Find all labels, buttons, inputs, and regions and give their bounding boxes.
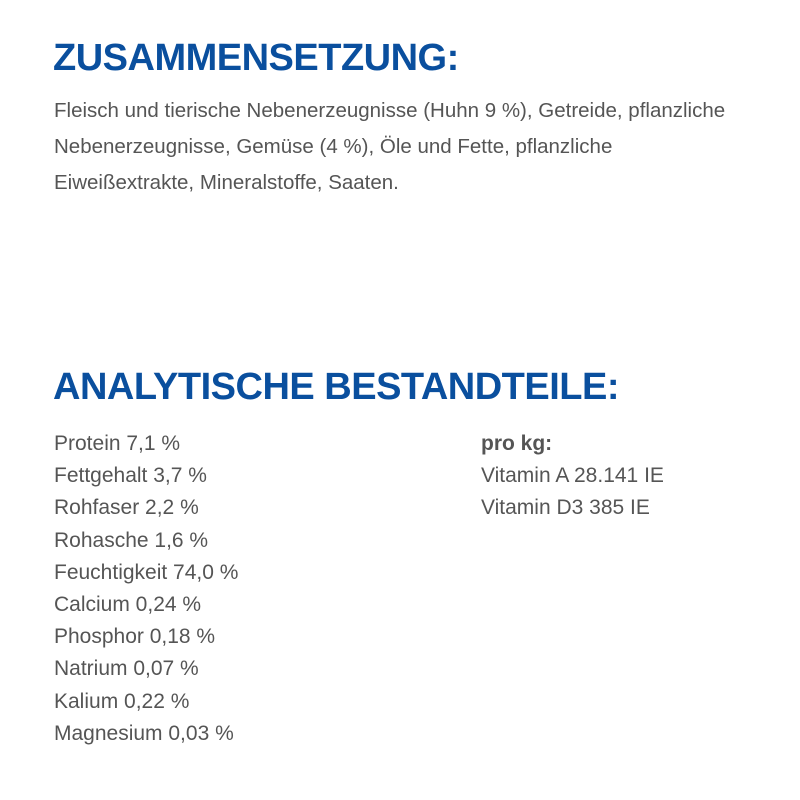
constituent-item: Kalium 0,22 % <box>54 689 190 713</box>
constituent-item: Fettgehalt 3,7 % <box>54 464 207 488</box>
vitamin-list <box>481 460 664 524</box>
vitamin-item: Vitamin A 28.141 IE <box>481 464 664 488</box>
analytical-constituents-list <box>54 428 238 750</box>
composition-heading: ZUSAMMENSETZUNG: <box>53 37 459 79</box>
vitamin-item: Vitamin D3 385 IE <box>481 496 650 520</box>
constituent-item: Rohfaser 2,2 % <box>54 496 199 520</box>
constituent-item: Rohasche 1,6 % <box>54 528 209 552</box>
constituent-item: Magnesium 0,03 % <box>54 721 234 745</box>
per-kg-title: pro kg: <box>481 432 553 455</box>
constituent-item: Calcium 0,24 % <box>54 593 202 617</box>
constituent-item: Protein 7,1 % <box>54 432 181 455</box>
composition-text: Fleisch und tierische Nebenerzeugnisse (Huhn 9 %), Getreide, pflanzliche Nebenerzeugnisse, Gemüse (4 %), Öle und Fette, pflanzliche Eiweißextrakte, Mineralstoffe, Saaten. <box>54 99 726 194</box>
constituent-item: Phosphor 0,18 % <box>54 625 216 649</box>
constituent-item: Natrium 0,07 % <box>54 657 199 681</box>
constituent-item: Feuchtigkeit 74,0 % <box>54 560 239 584</box>
per-kg-section <box>481 428 664 525</box>
analytical-constituents-heading: ANALYTISCHE BESTANDTEILE: <box>53 366 619 408</box>
